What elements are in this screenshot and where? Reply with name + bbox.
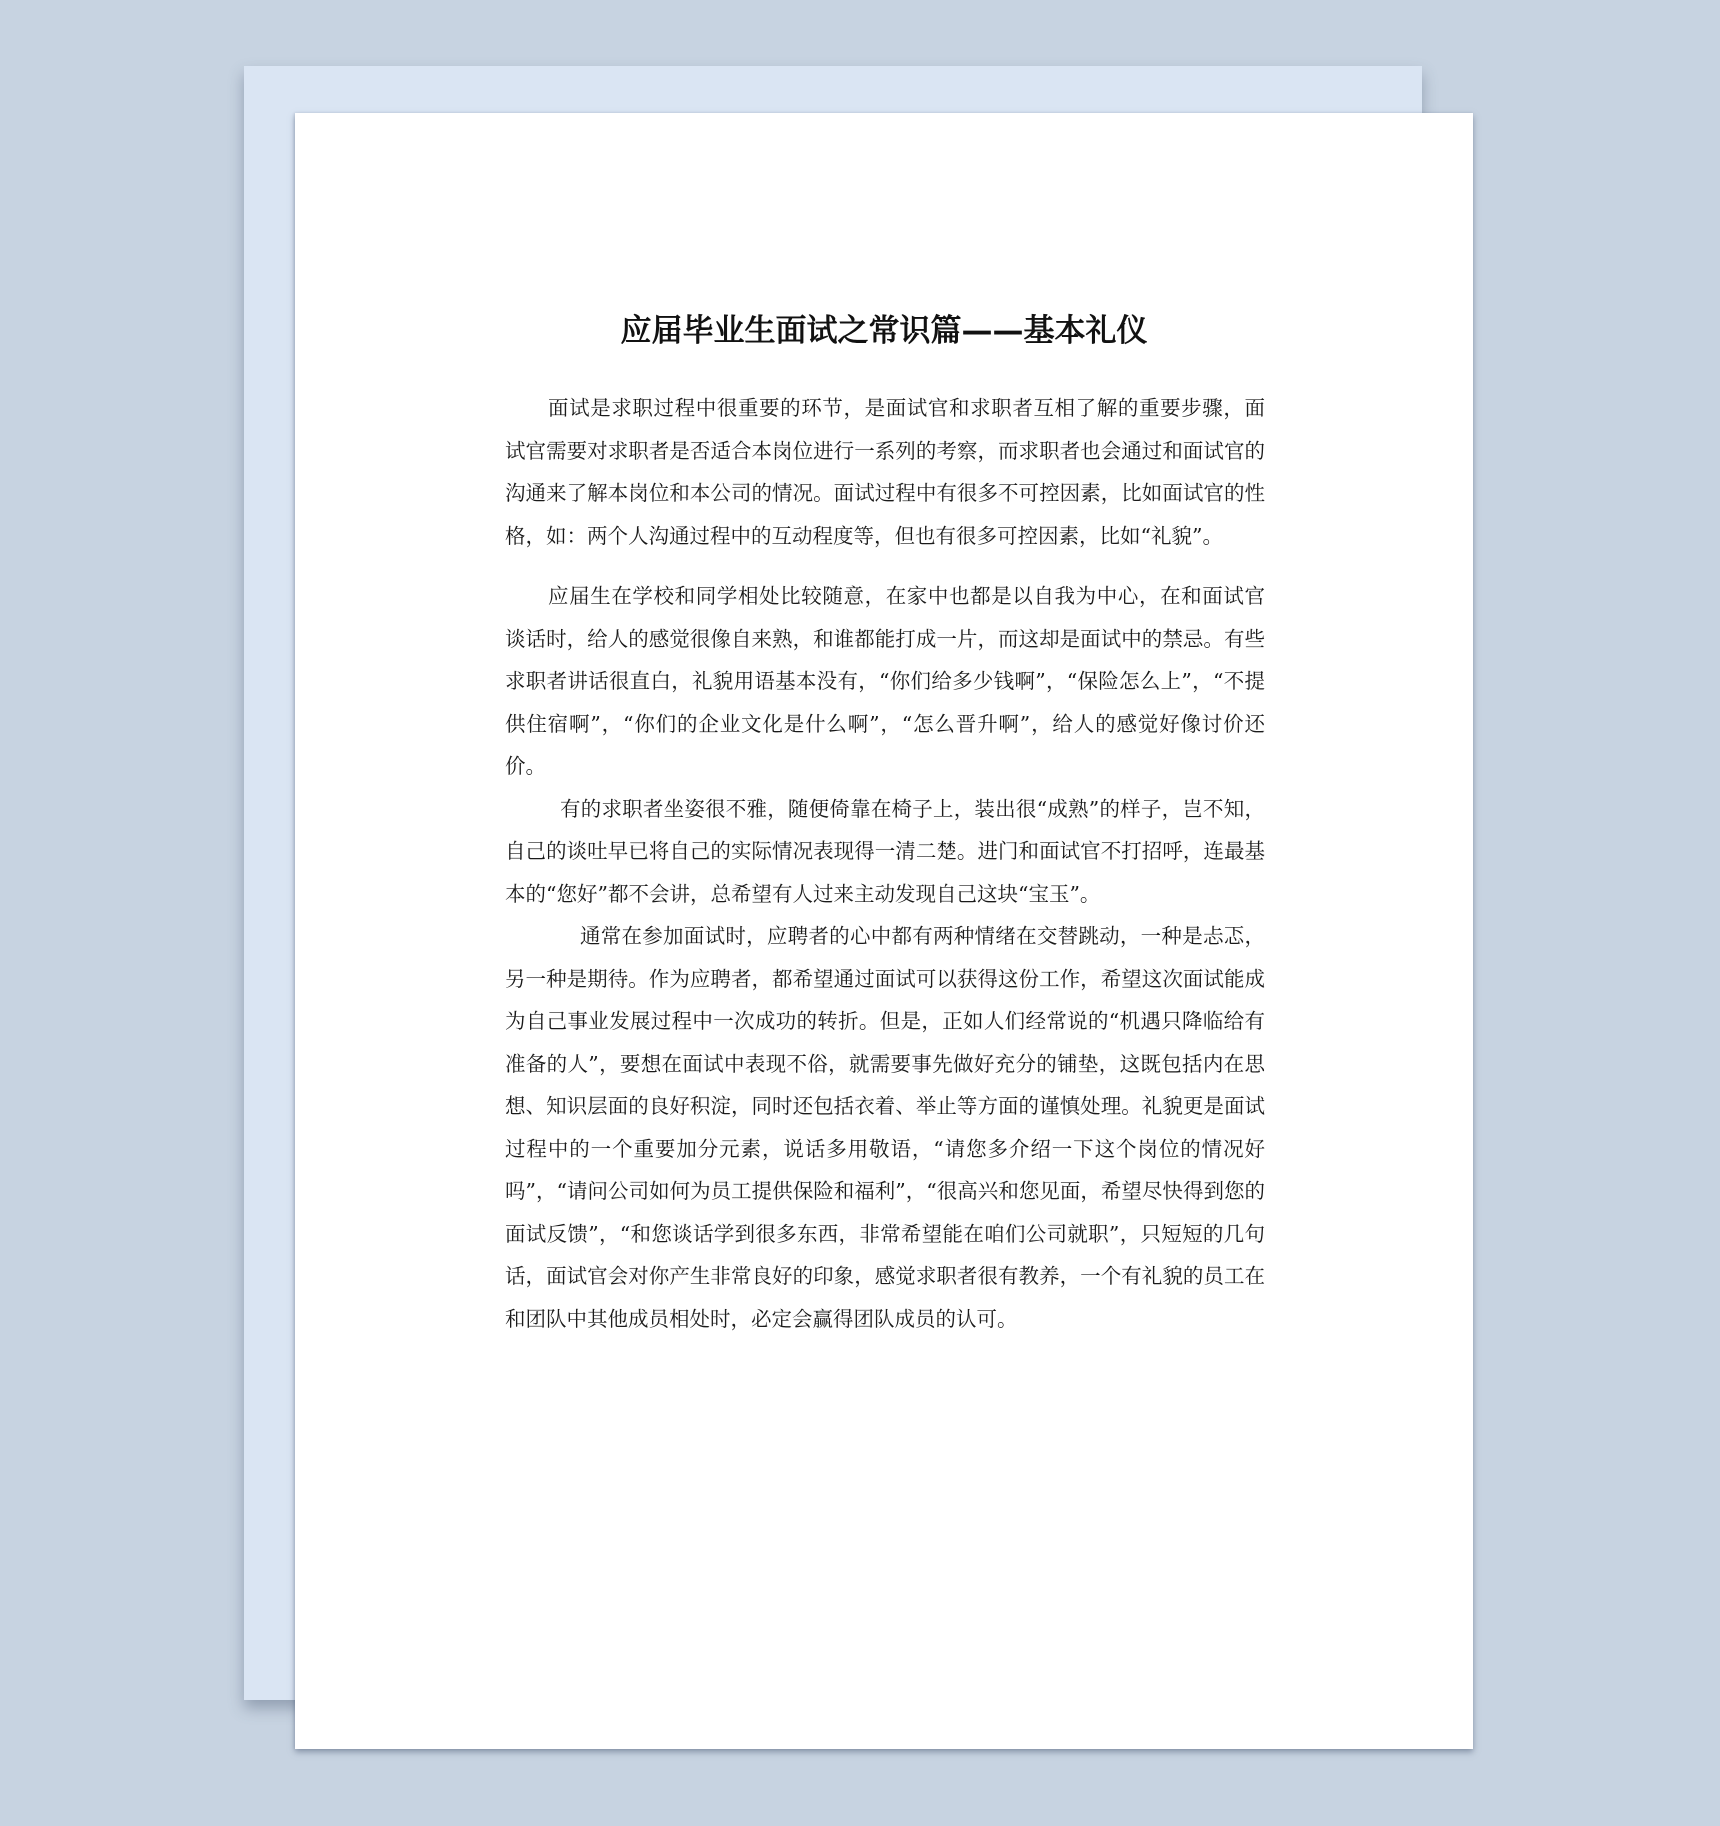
document-title: 应届毕业生面试之常识篇——基本礼仪 bbox=[620, 313, 1148, 349]
paragraph-4: 通常在参加面试时，应聘者的心中都有两种情绪在交替跳动，一种是忐忑，另一种是期待。作为应聘者，都希望通过面试可以获得这份工作，希望这次面试能成为自己事业发展过程中一次成功的转折。但是，正如人们经常说的“机遇只降临给有准备的人”，要想在面试中表现不俗，就需要事先做好充分的铺垫，这既包括内在思想、知识层面的良好积淀，同时还包括衣着、举止等方面的谨慎处理。礼貌更是面试过程中的一个重要加分元素，说话多用敬语，“请您多介绍一下这个岗位的情况好吗”，“请问公司如何为员工提供保险和福利”，“很高兴和您见面，希望尽快得到您的面试反馈”，“和您谈话学到很多东西，非常希望能在咱们公司就职”，只短短的几句话，面试官会对你产生非常良好的印象，感觉求职者很有教养，一个有礼貌的员工在和团队中其他成员相处时，必定会赢得团队成员的认可。 bbox=[505, 924, 1265, 1331]
document-body bbox=[505, 387, 1265, 1340]
paragraph-3: 有的求职者坐姿很不雅，随便倚靠在椅子上，装出很“成熟”的样子，岂不知，自己的谈吐早已将自己的实际情况表现得一清二楚。进门和面试官不打招呼，连最基本的“您好”都不会讲，总希望有人过来主动发现自己这块“宝玉”。 bbox=[505, 796, 1265, 906]
paragraph-2: 应届生在学校和同学相处比较随意，在家中也都是以自我为中心，在和面试官谈话时，给人的感觉很像自来熟，和谁都能打成一片，而这却是面试中的禁忌。有些求职者讲话很直白，礼貌用语基本没有，“你们给多少钱啊”，“保险怎么上”，“不提供住宿啊”，“你们的企业文化是什么啊”，“怎么晋升啊”，给人的感觉好像讨价还价。 bbox=[505, 584, 1265, 778]
paragraph-1: 面试是求职过程中很重要的环节，是面试官和求职者互相了解的重要步骤，面试官需要对求职者是否适合本岗位进行一系列的考察，而求职者也会通过和面试官的沟通来了解本岗位和本公司的情况。面试过程中有很多不可控因素，比如面试官的性格，如：两个人沟通过程中的互动程度等，但也有很多可控因素，比如“礼貌”。 bbox=[505, 396, 1265, 548]
document-page bbox=[295, 113, 1473, 1749]
